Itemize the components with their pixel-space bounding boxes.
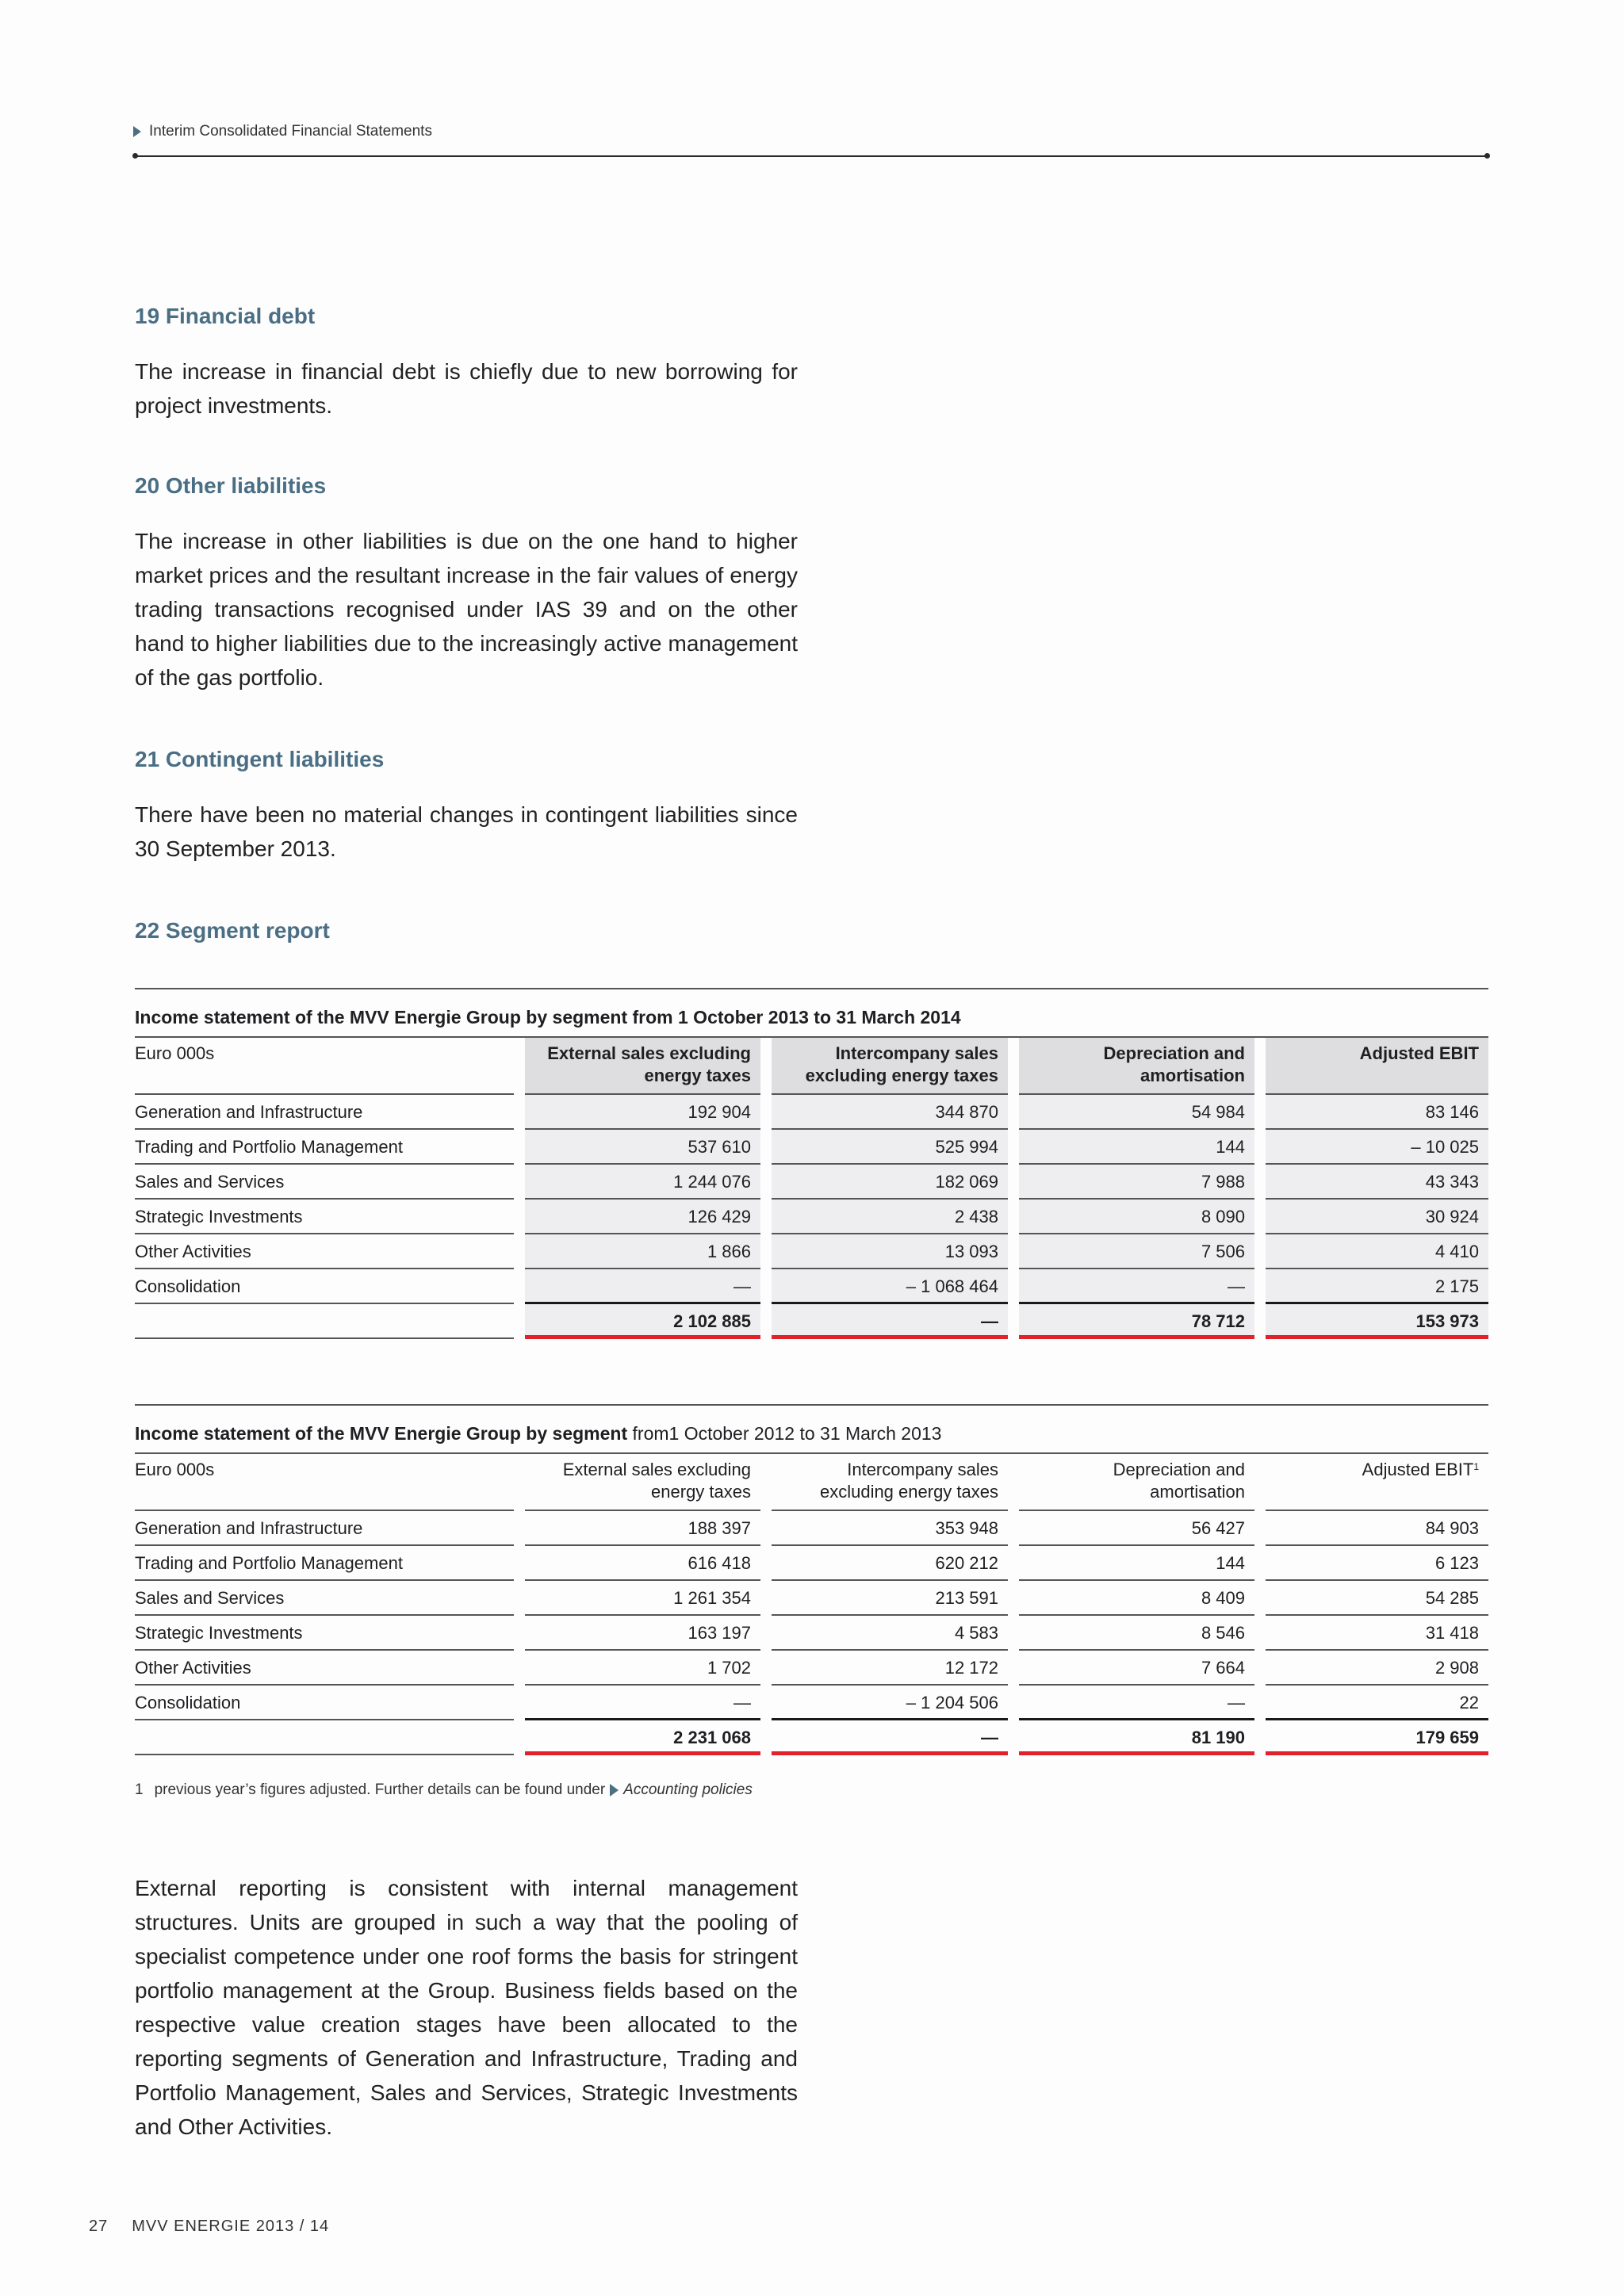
table-cell: 8 090 xyxy=(1019,1200,1254,1234)
footnote-text: previous year’s figures adjusted. Further details can be found under xyxy=(154,1781,606,1798)
table-cell: 344 870 xyxy=(772,1095,1008,1130)
table-cell: 30 924 xyxy=(1266,1200,1488,1234)
table-cell: 43 343 xyxy=(1266,1165,1488,1200)
column-header: Intercompany sales excluding energy taxes xyxy=(772,1036,1008,1095)
table-cell: 537 610 xyxy=(525,1130,760,1165)
unit-label: Euro 000s xyxy=(135,1036,514,1095)
row-label: Trading and Portfolio Management xyxy=(135,1130,514,1165)
column-header: External sales excluding energy taxes xyxy=(525,1036,760,1095)
table-top-rule xyxy=(135,1404,1488,1406)
table-cell: 13 093 xyxy=(772,1234,1008,1269)
table-cell: 7 506 xyxy=(1019,1234,1254,1269)
table-cell: 12 172 xyxy=(772,1651,1008,1686)
table-cell: 126 429 xyxy=(525,1200,760,1234)
footnote-number: 1 xyxy=(135,1781,144,1798)
publication-title: MVV ENERGIE 2013 / 14 xyxy=(132,2218,330,2235)
table-cell: — xyxy=(525,1269,760,1304)
table-cell: 6 123 xyxy=(1266,1546,1488,1581)
column-header: External sales excluding energy taxes xyxy=(525,1452,760,1511)
table-cell: 620 212 xyxy=(772,1546,1008,1581)
total-cell: 2 102 885 xyxy=(525,1304,760,1339)
row-label: Strategic Investments xyxy=(135,1616,514,1651)
row-label: Sales and Services xyxy=(135,1165,514,1200)
table-cell: 182 069 xyxy=(772,1165,1008,1200)
table-cell: 8 409 xyxy=(1019,1581,1254,1616)
running-header xyxy=(133,123,432,140)
table-cell: — xyxy=(1019,1269,1254,1304)
table-title: Income statement of the MVV Energie Group by segment from 1 October 2013 to 31 March 2014 xyxy=(135,1007,961,1027)
section-21-heading: 21 Contingent liabilities xyxy=(135,747,385,771)
row-label: Strategic Investments xyxy=(135,1200,514,1234)
table-cell: 56 427 xyxy=(1019,1511,1254,1546)
table-cell: 4 410 xyxy=(1266,1234,1488,1269)
total-cell: 179 659 xyxy=(1266,1720,1488,1755)
segment-report-text: External reporting is consistent with internal management structures. Units are grouped in such a way that the pooling of specialist competence under one roof forms the basis for stringent portfolio management at the Group. Business fields based on the respective value creation stages have been allocated to the reporting segments of Generation and Infrastructure, Trading and Portfolio Management, Sales and Services, Strategic Investments and Other Activities. xyxy=(135,1876,798,2139)
unit-label: Euro 000s xyxy=(135,1452,514,1511)
running-title: Interim Consolidated Financial Statements xyxy=(149,123,432,140)
column-header: Intercompany sales excluding energy taxes xyxy=(772,1452,1008,1511)
total-label xyxy=(135,1720,514,1755)
row-label: Sales and Services xyxy=(135,1581,514,1616)
table-cell: 163 197 xyxy=(525,1616,760,1651)
table-cell: – 1 068 464 xyxy=(772,1269,1008,1304)
table-cell: 144 xyxy=(1019,1130,1254,1165)
row-label: Consolidation xyxy=(135,1269,514,1304)
table-cell: 83 146 xyxy=(1266,1095,1488,1130)
table-cell: 8 546 xyxy=(1019,1616,1254,1651)
page-footer xyxy=(89,2218,329,2236)
row-label: Other Activities xyxy=(135,1651,514,1686)
table-title: Income statement of the MVV Energie Group by segment from1 October 2012 to 31 March 2013 xyxy=(135,1423,942,1444)
column-header: Adjusted EBIT$^1$ xyxy=(1266,1452,1488,1511)
table-cell: – 1 204 506 xyxy=(772,1686,1008,1720)
table-cell: 1 244 076 xyxy=(525,1165,760,1200)
table-cell: 188 397 xyxy=(525,1511,760,1546)
table-cell: 1 866 xyxy=(525,1234,760,1269)
table-cell: 616 418 xyxy=(525,1546,760,1581)
column-header: Depreciation and amortisation xyxy=(1019,1452,1254,1511)
section-21-text: There have been no material changes in contingent liabilities since 30 September 2013. xyxy=(135,802,798,861)
row-label: Other Activities xyxy=(135,1234,514,1269)
section-22-heading: 22 Segment report xyxy=(135,918,330,943)
table-cell: 54 984 xyxy=(1019,1095,1254,1130)
table-cell: 213 591 xyxy=(772,1581,1008,1616)
table-cell: 2 908 xyxy=(1266,1651,1488,1686)
total-cell: — xyxy=(772,1304,1008,1339)
table-cell: — xyxy=(525,1686,760,1720)
accounting-policies-link[interactable]: Accounting policies xyxy=(623,1781,753,1798)
section-20-heading: 20 Other liabilities xyxy=(135,473,327,498)
table-grid xyxy=(135,1452,1488,1755)
segment-table-2012-13 xyxy=(135,1404,1488,1755)
total-label xyxy=(135,1304,514,1339)
total-cell: 78 712 xyxy=(1019,1304,1254,1339)
total-cell: — xyxy=(772,1720,1008,1755)
table-cell: 4 583 xyxy=(772,1616,1008,1651)
total-cell: 2 231 068 xyxy=(525,1720,760,1755)
header-rule xyxy=(135,155,1488,157)
row-label: Generation and Infrastructure xyxy=(135,1511,514,1546)
table-grid xyxy=(135,1036,1488,1339)
total-cell: 81 190 xyxy=(1019,1720,1254,1755)
table-cell: 2 175 xyxy=(1266,1269,1488,1304)
table-cell: 22 xyxy=(1266,1686,1488,1720)
page-number: 27 xyxy=(89,2218,109,2235)
row-label: Trading and Portfolio Management xyxy=(135,1546,514,1581)
table-cell: 353 948 xyxy=(772,1511,1008,1546)
table-top-rule xyxy=(135,988,1488,989)
row-label: Generation and Infrastructure xyxy=(135,1095,514,1130)
link-arrow-icon xyxy=(610,1784,619,1797)
row-label: Consolidation xyxy=(135,1686,514,1720)
table-cell: 525 994 xyxy=(772,1130,1008,1165)
table-footnote xyxy=(135,1781,753,1799)
table-cell: 84 903 xyxy=(1266,1511,1488,1546)
table-cell: 1 702 xyxy=(525,1651,760,1686)
table-cell: 1 261 354 xyxy=(525,1581,760,1616)
section-20-text: The increase in other liabilities is due on the one hand to higher market prices and the resultant increase in the fair values of energy trading transactions recognised under IAS 39 and on the other hand to higher liabilities due to the increasingly active management of the gas portfolio. xyxy=(135,529,798,690)
column-header: Depreciation and amortisation xyxy=(1019,1036,1254,1095)
table-cell: 192 904 xyxy=(525,1095,760,1130)
triangle-bullet-icon xyxy=(133,126,141,137)
table-cell: 54 285 xyxy=(1266,1581,1488,1616)
table-cell: 144 xyxy=(1019,1546,1254,1581)
table-cell: 31 418 xyxy=(1266,1616,1488,1651)
table-cell: – 10 025 xyxy=(1266,1130,1488,1165)
total-cell: 153 973 xyxy=(1266,1304,1488,1339)
footnote-marker: 1 xyxy=(1473,1461,1479,1472)
section-19-heading: 19 Financial debt xyxy=(135,304,316,328)
table-cell: 2 438 xyxy=(772,1200,1008,1234)
table-cell: 7 988 xyxy=(1019,1165,1254,1200)
column-header: Adjusted EBIT xyxy=(1266,1036,1488,1095)
section-19-text: The increase in financial debt is chiefly due to new borrowing for project investments. xyxy=(135,359,798,418)
table-cell: 7 664 xyxy=(1019,1651,1254,1686)
segment-table-2013-14 xyxy=(135,988,1488,1339)
table-cell: — xyxy=(1019,1686,1254,1720)
